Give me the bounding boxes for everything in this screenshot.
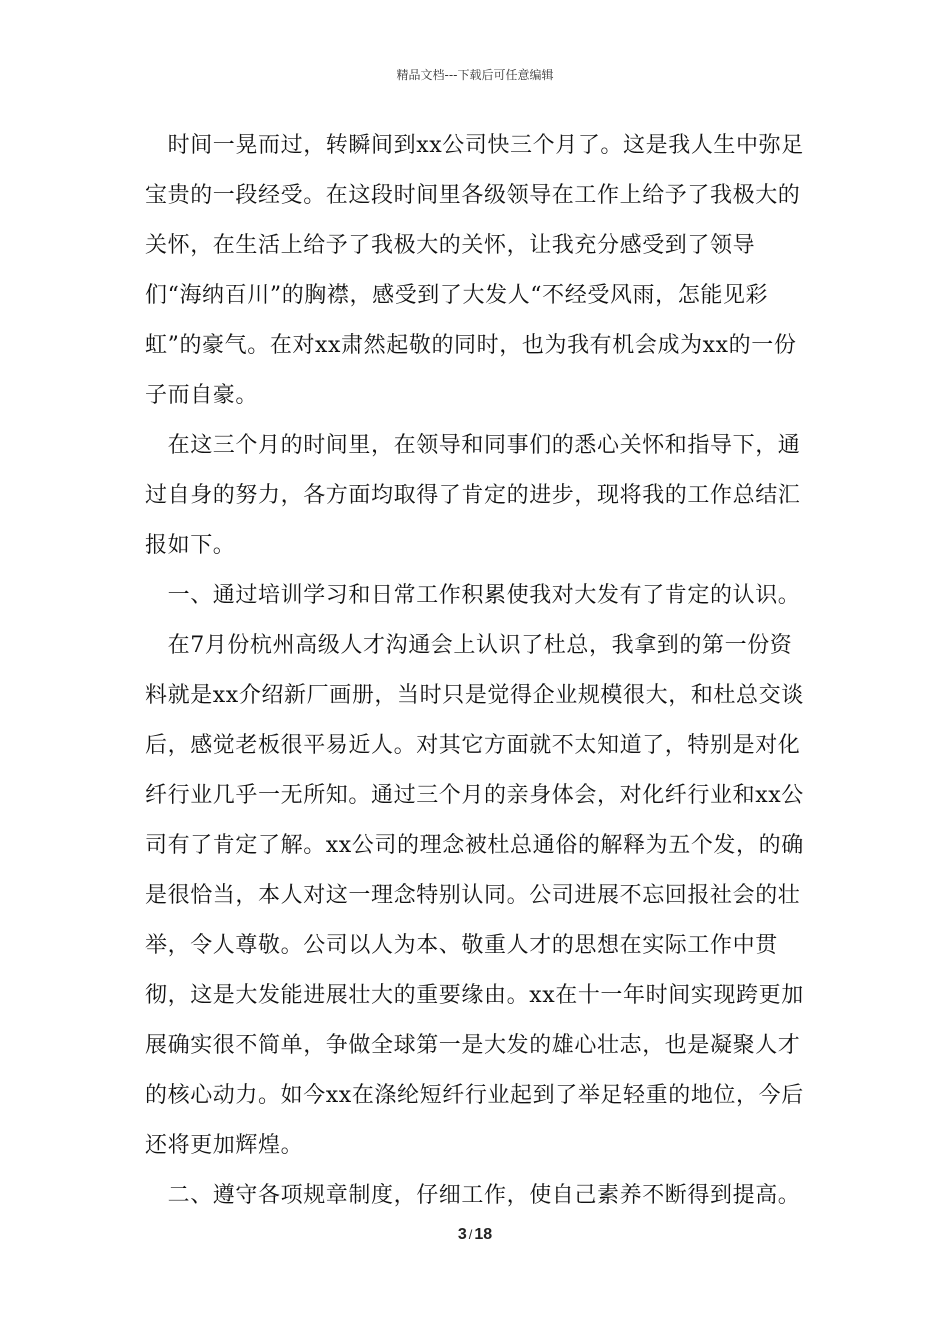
document-body xyxy=(145,121,807,1221)
current-page: 3 xyxy=(457,1226,467,1243)
page-separator: / xyxy=(468,1227,473,1242)
paragraph-summary: 在这三个月的时间里，在领导和同事们的悉心关怀和指导下，通过自身的努力，各方面均取得了肯定的进步，现将我的工作总结汇报如下。 xyxy=(145,433,801,558)
section-heading-1: 一、通过培训学习和日常工作积累使我对大发有了肯定的认识。 xyxy=(145,583,801,608)
page-number xyxy=(0,1226,950,1244)
paragraph-intro: 时间一晃而过，转瞬间到xx公司快三个月了。这是我人生中弥足宝贵的一段经受。在这段时间里各级领导在工作上给予了我极大的关怀，在生活上给予了我极大的关怀，让我充分感受到了领导们“海纳百川”的胸襟，感受到了大发人“不经受风雨，怎能见彩虹”的豪气。在对xx肃然起敬的同时，也为我有机会成为xx的一份子而自豪。 xyxy=(145,133,804,408)
total-pages: 18 xyxy=(474,1226,493,1243)
section-heading-2: 二、遵守各项规章制度，仔细工作，使自己素养不断得到提高。 xyxy=(145,1183,801,1208)
page-header: 精品文档---下载后可任意编辑 xyxy=(396,68,554,82)
paragraph-section-1: 在7月份杭州高级人才沟通会上认识了杜总，我拿到的第一份资料就是xx介绍新厂画册，当时只是觉得企业规模很大，和杜总交谈后，感觉老板很平易近人。对其它方面就不太知道了，特别是对化纤行业几乎一无所知。通过三个月的亲身体会，对化纤行业和xx公司有了肯定了解。xx公司的理念被杜总通俗的解释为五个发，的确是很恰当，本人对这一理念特别认同。公司进展不忘回报社会的壮举，令人尊敬。公司以人为本、敬重人才的思想在实际工作中贯彻，这是大发能进展壮大的重要缘由。xx在十一年时间实现跨更加展确实很不简单，争做全球第一是大发的雄心壮志，也是凝聚人才的核心动力。如今xx在涤纶短纤行业起到了举足轻重的地位，今后还将更加辉煌。 xyxy=(145,633,804,1158)
